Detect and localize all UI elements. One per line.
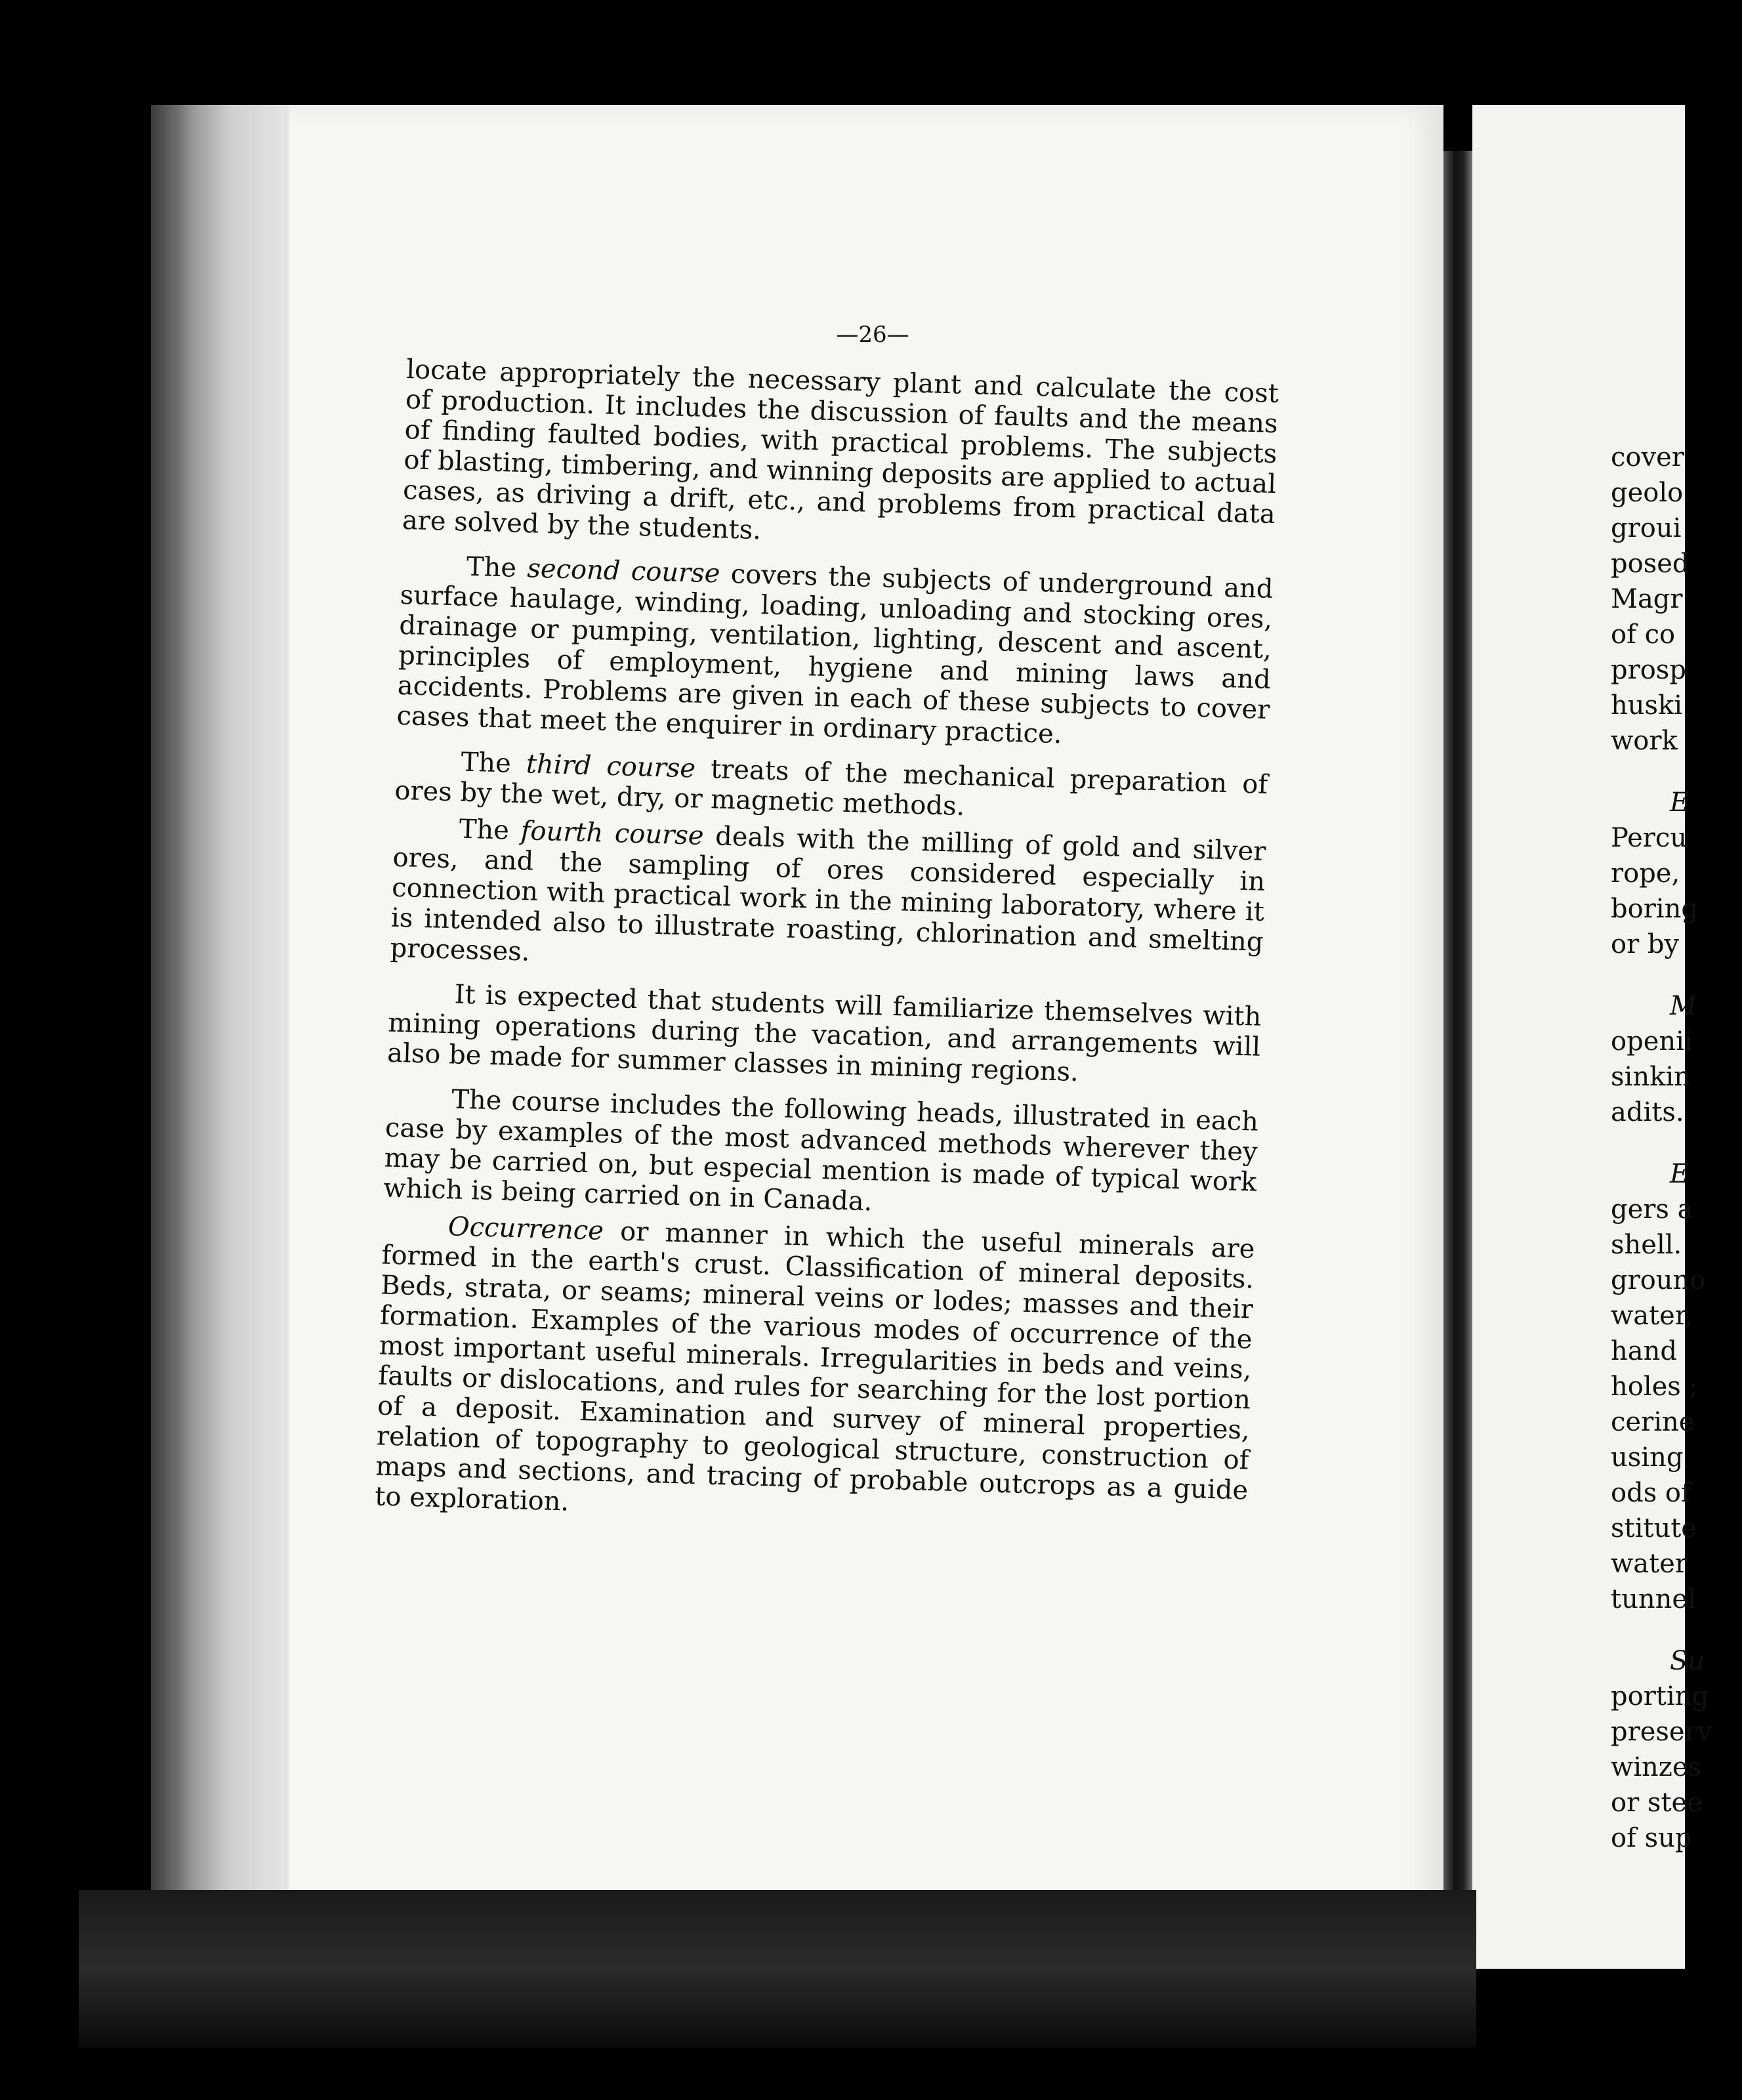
facing-page-line: tunnel [1611, 1584, 1696, 1614]
facing-page-line: openii [1611, 1026, 1693, 1057]
paragraph-text: The course includes the following heads, illustrated in each case by examples of the most advanced methods wherever they may be carried on, but especial mention is made of typical work which is being carried on in Canada. [383, 1084, 1259, 1217]
facing-page-line: cerine [1611, 1407, 1695, 1437]
facing-page-line: sinkin [1611, 1062, 1691, 1092]
paragraph-text: or manner in which the useful minerals are formed in the earth's crust. Classification of mineral deposits. Beds, strata, or seams; mineral veins or lodes; masses and their formation. Examples of the various modes of occurrence of the most important useful minerals. Irregularities in beds and veins, faults or dislocations, and rules for searching for the lost portion of a deposit. Examination and survey of mineral properties, relation of topography to geological structure, construction of maps and sections, and tracing of probable outcrops as a guide to exploration. [374, 1215, 1256, 1517]
paragraph [375, 1209, 1255, 1536]
line-gap [1611, 962, 1742, 988]
facing-page-line: gers a [1611, 1194, 1693, 1225]
paragraph [390, 812, 1266, 988]
facing-page-line: prosp [1611, 655, 1686, 685]
book-gutter [1443, 151, 1472, 1988]
italic-term: second course [526, 553, 721, 589]
facing-page-line: Magr [1611, 584, 1683, 614]
facing-page-line: work [1611, 726, 1678, 756]
page-body [374, 354, 1279, 1550]
book-cover-edge [79, 1890, 1476, 2048]
facing-page-line: E [1670, 788, 1690, 818]
italic-term: Occurrence [447, 1211, 604, 1246]
facing-page-line: rope, [1611, 858, 1680, 889]
paragraph-text: The [461, 747, 527, 780]
facing-page-line: or by [1611, 929, 1680, 959]
italic-term: fourth course [520, 816, 705, 851]
facing-page-line: ods of [1611, 1478, 1691, 1508]
page-number: —26— [836, 322, 909, 348]
facing-page-line: M [1670, 991, 1697, 1021]
facing-page-text [1611, 440, 1742, 1856]
facing-page-line: preserv [1611, 1717, 1712, 1747]
facing-page-line: or stee [1611, 1788, 1703, 1818]
facing-page-line: shell. [1611, 1230, 1682, 1260]
facing-page-line: Percu [1611, 823, 1688, 853]
facing-page-line: posed [1611, 549, 1690, 579]
paragraph-text: covers the subjects of underground and surface haulage, winding, loading, unloading and stocking ores, drainage or pumping, ventilation, lighting, descent and ascent, principles of employment, hygiene and mining laws and accidents. Problems are given in each of these subjects to cover cases that meet the enquirer in ordinary practice. [396, 558, 1274, 750]
facing-page-line: groui [1611, 513, 1682, 543]
paragraph-text: deals with the milling of gold and silver ores, and the sampling of ores considered especially in connection with practical work in the mining laboratory, where it is intended also to illustrate roasting, chlorination and smelting processes. [390, 820, 1267, 967]
paragraph-text: locate appropriately the necessary plant and calculate the cost of production. It includes the discussion of faults and the means of finding faulted bodies, with practical problems. The subjects of blasting, timbering, and winning deposits are applied to actual cases, as driving a drift, etc., and problems from practical data are solved by the students. [402, 354, 1279, 546]
italic-term: third course [526, 749, 696, 784]
facing-page-line: Su [1670, 1646, 1705, 1676]
paragraph-text: treats of the mechanical preparation of ores by the wet, dry, or magnetic methods. [394, 753, 1268, 822]
facing-page-line: huski [1611, 690, 1683, 721]
facing-page-line: water, [1611, 1301, 1693, 1331]
facing-page-line: geolo [1611, 478, 1684, 508]
paragraph [402, 354, 1279, 560]
facing-page-line: water [1611, 1549, 1688, 1579]
paragraph [383, 1083, 1259, 1228]
facing-page-line: of co [1611, 620, 1676, 650]
line-gap [1611, 1617, 1742, 1643]
facing-page-line: porting [1611, 1681, 1709, 1712]
facing-page-line: using [1611, 1442, 1684, 1473]
paragraph-text: The [466, 551, 528, 584]
paragraph-text: It is expected that students will familiarize themselves with mining operations during the vacation, and arrangements will also be made for summer classes in mining regions. [386, 979, 1262, 1088]
facing-page-line: stitute [1611, 1513, 1697, 1544]
facing-page-line: cover [1611, 442, 1684, 472]
line-gap [1611, 1130, 1742, 1156]
facing-page-line: hand [1611, 1336, 1677, 1366]
line-gap [1611, 759, 1742, 785]
paragraph [396, 550, 1274, 755]
paragraph [387, 978, 1262, 1093]
facing-page-line: boring [1611, 894, 1698, 924]
facing-page-line: winzes [1611, 1752, 1702, 1782]
facing-page-line: of sup [1611, 1823, 1692, 1853]
facing-page-line: E [1670, 1159, 1690, 1189]
facing-page-line: grouno [1611, 1265, 1706, 1295]
page-edges [151, 105, 295, 1942]
facing-page-line: adits. [1611, 1097, 1684, 1127]
facing-page-line: holes ; [1611, 1372, 1699, 1402]
paragraph-text: The [459, 814, 522, 847]
